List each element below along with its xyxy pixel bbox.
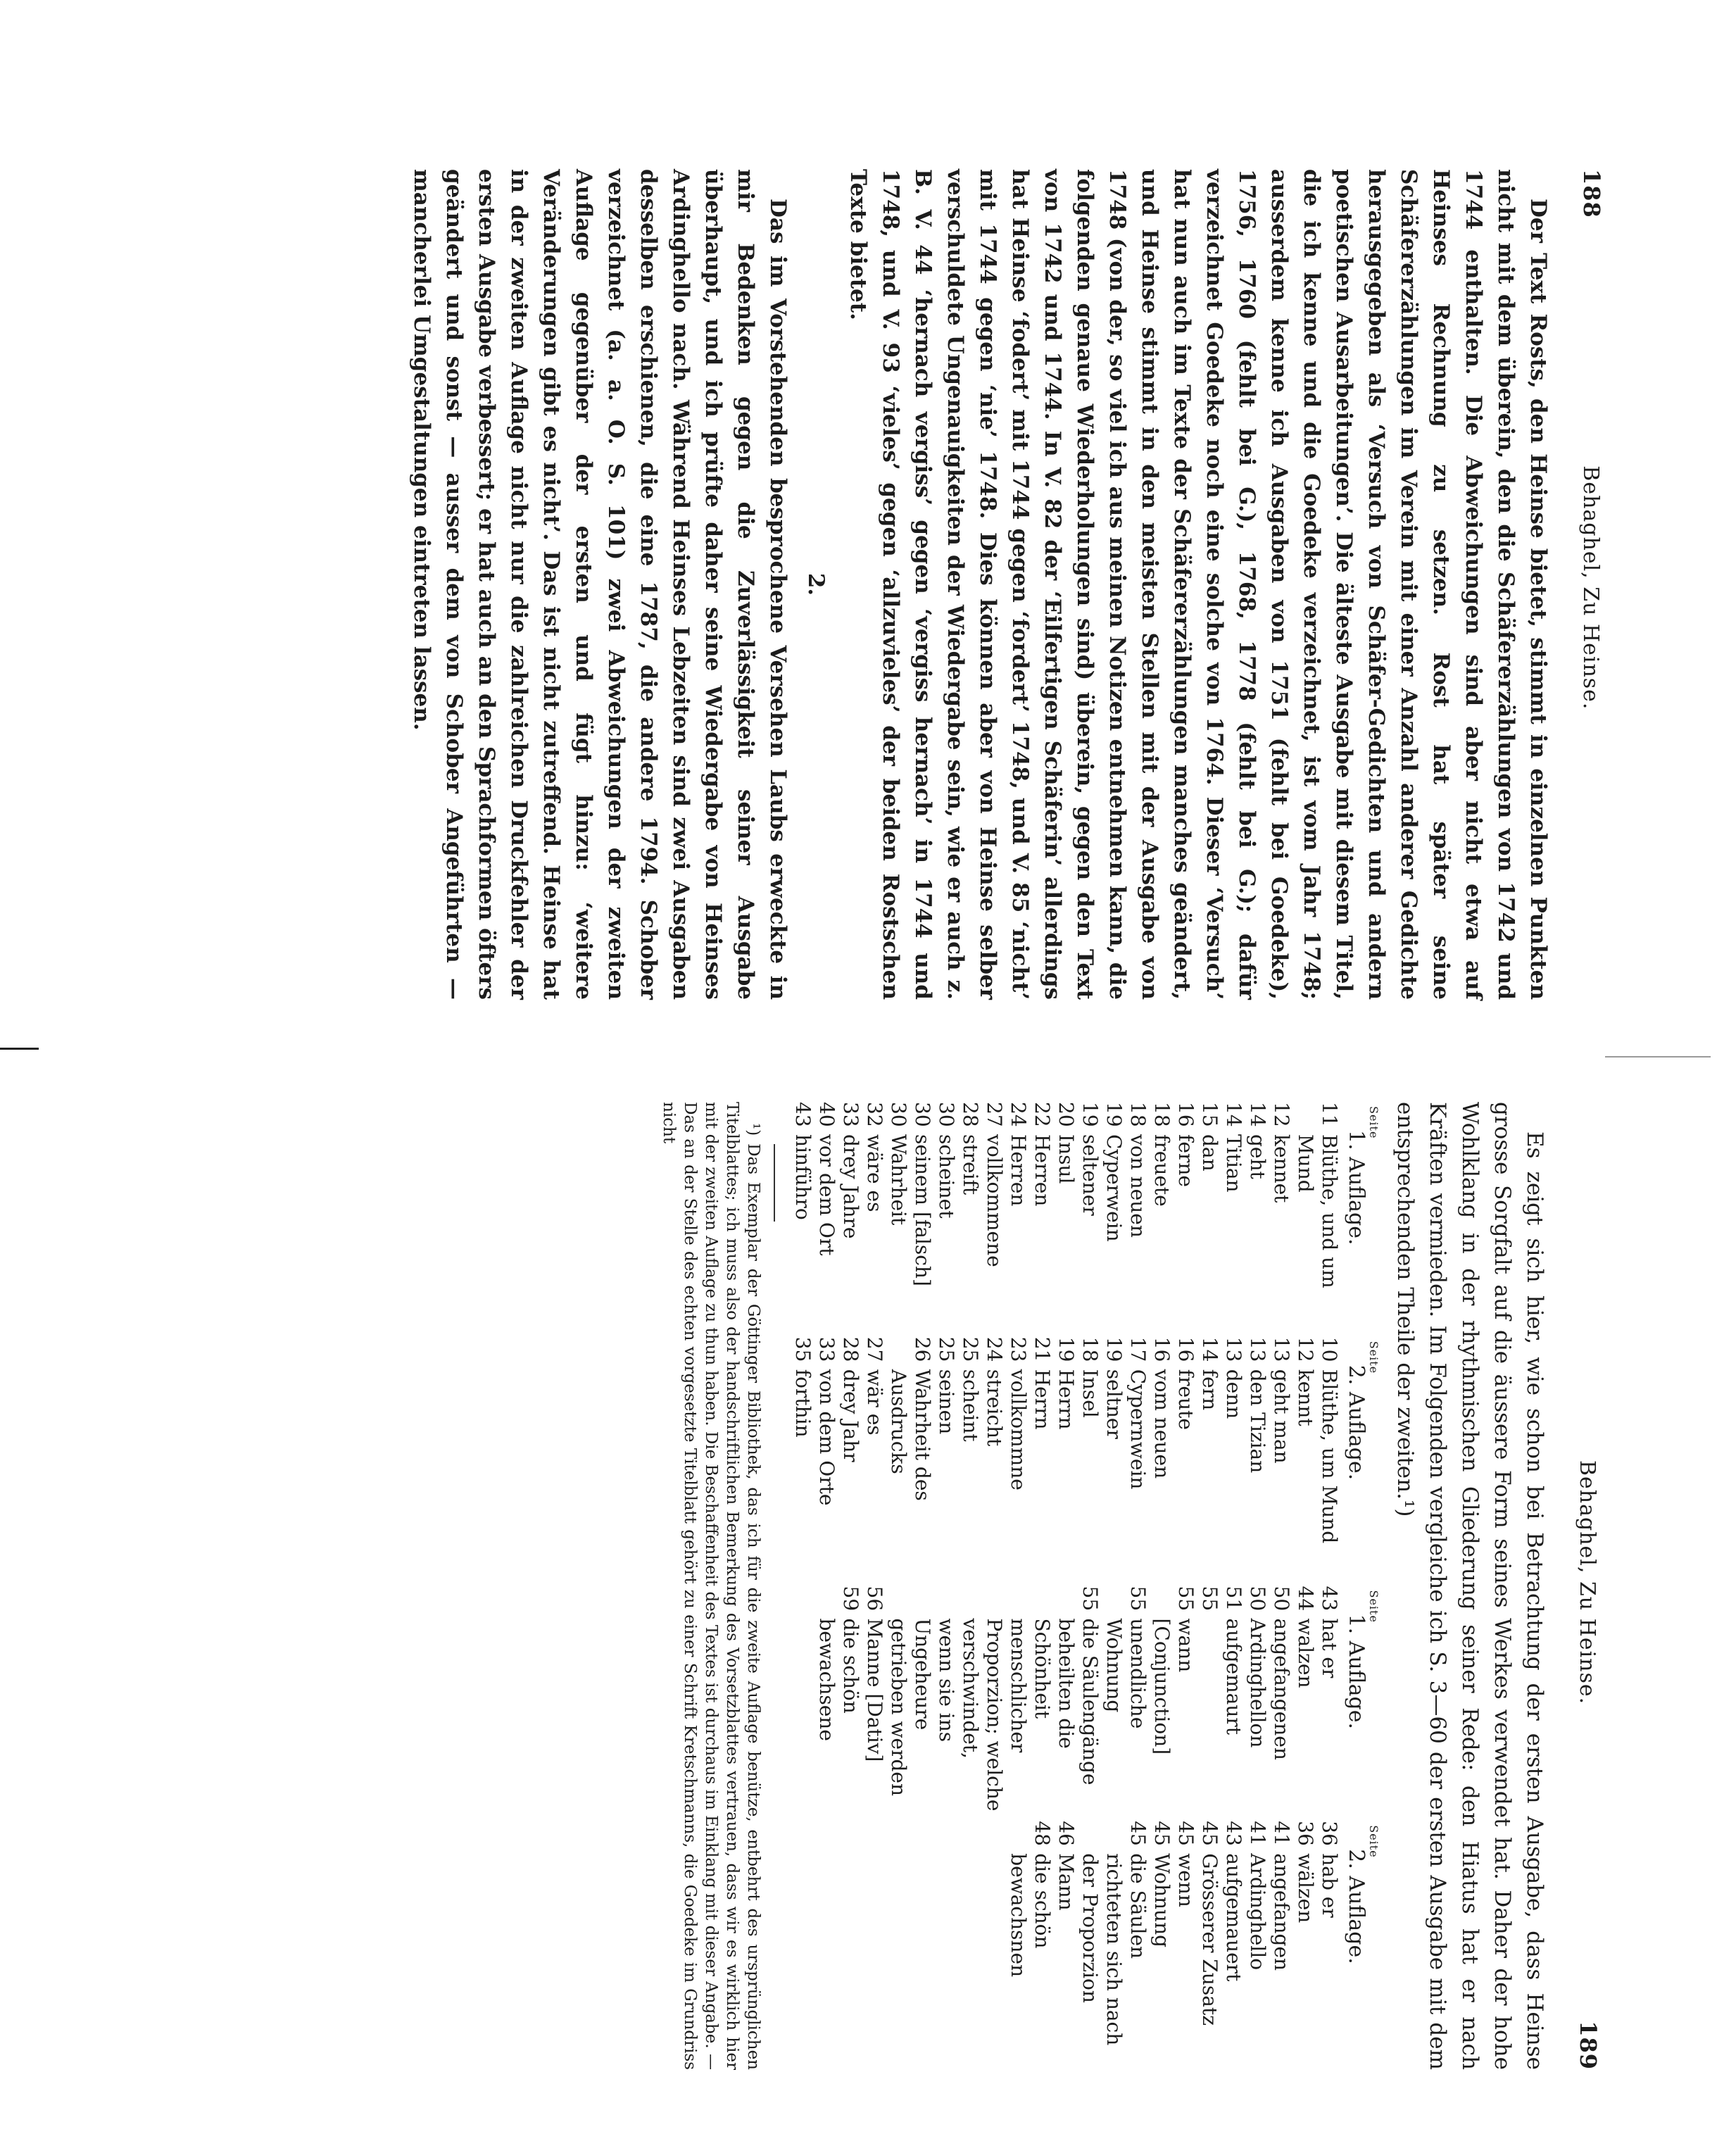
page-ref: 25: [959, 1336, 982, 1362]
reading: dan: [1198, 1134, 1221, 1172]
page-ref: 51: [1222, 1586, 1245, 1612]
variant-row: [1078, 1337, 1102, 1565]
variant-row: [1293, 1337, 1317, 1565]
page-ref: 55: [1126, 1586, 1150, 1612]
page-ref: 45: [1150, 1821, 1174, 1846]
variant-row: [1221, 1586, 1245, 1814]
page-188-frame: [0, 0, 1619, 1042]
variant-row: [1269, 1102, 1293, 1330]
reading: aufgemauert: [1222, 1853, 1245, 1982]
variant-row: [1269, 1586, 1293, 1814]
reading: wäre es: [863, 1134, 886, 1212]
page-ref: 15: [1198, 1102, 1221, 1127]
page-ref: 30: [887, 1102, 910, 1127]
section-number: 2.: [803, 572, 829, 596]
reading: Herrn: [1055, 1369, 1078, 1430]
variant-row: [814, 1337, 838, 1565]
variant-row: [862, 1337, 886, 1565]
reading: angefangenen: [1270, 1618, 1293, 1760]
reading: wann [Conjunction]: [1150, 1618, 1197, 1755]
page-ref: 13: [1270, 1336, 1293, 1362]
variant-row: [814, 1586, 862, 1814]
variant-table: [791, 1102, 1379, 2070]
paragraph: Der Text Rosts, den Heinse bietet, stimmt in einzelnen Punkten nicht mit dem überein, den die Schäfererzählungen von 1742 und 1744 enthalten. Die Abweichungen sind aber nicht etwa auf Heinses Rechnung zu setzen. Rost hat später seine Schäfererzählungen im Verein mit einer Anzahl anderer Gedichte herausgegeben als ‘Versuch von Schäfer-Gedichten und andern poetischen Ausarbeitungen’. Die älteste Ausgabe mit diesem Titel, die ich kenne und die Goedeke verzeichnet, ist vom Jahr 1748; ausserdem kenne ich Ausgaben von 1751 (fehlt bei Goedeke), 1756, 1760 (fehlt bei G.), 1768, 1778 (fehlt bei G.); dafür verzeichnet Goedeke noch eine solche von 1764. Dieser ‘Versuch’ hat nun auch im Texte der Schäfererzählungen manches geändert, und Heinse stimmt in den meisten Stellen mit der Ausgabe von 1748 (von der, so viel ich aus meinen Notizen entnehmen kann, die folgenden genaue Wiederholungen sind) überein, gegen den Text von 1742 und 1744. In V. 82 der ‘Eilfertigen Schäferin’ allerdings hat Heinse ‘fodert’ mit 1744 gegen ‘fordert’ 1748, und V. 85 ‘nicht’ mit 1744 gegen ‘nie’ 1748. Dies können aber von Heinse selber verschuldete Ungenauigkeiten der Wiedergabe sein, wie er auch z. B. V. 44 ‘hernach vergiss’ gegen ‘vergiss hernach’ in 1744 und 1748, und V. 93 ‘vieles’ gegen ‘allzuvieles’ der beiden Rostschen Texte bietet.: [845, 169, 1551, 1000]
page-ref: 36: [1318, 1821, 1341, 1846]
page-ref: 13: [1222, 1336, 1245, 1362]
reading: Wohnung: [1150, 1853, 1174, 1948]
first-edition-rows: [814, 1586, 1341, 1814]
paragraph: Es zeigt sich hier, wie schon bei Betrachtung der ersten Ausgabe, dass Heinse grosse Sorgfalt auf die äussere Form seines Werkes verwendet hat. Daher der hohe Wohlklang in der rhythmischen Gliederung seiner Rede: den Hiatus hat er nach Kräften vermieden. Im Folgenden vergleiche ich S. 3—60 der ersten Ausgabe mit dem entsprechenden Theile der zweiten.¹): [1392, 1102, 1547, 2070]
page-ref: 59: [839, 1586, 862, 1612]
reading: forthin: [791, 1369, 814, 1438]
page-ref: 13: [1246, 1336, 1269, 1362]
variant-row: [1197, 1821, 1221, 2049]
reading: [1197, 1619, 1221, 1814]
page-ref: 43: [1318, 1586, 1341, 1612]
variant-row: [1150, 1586, 1197, 1814]
reading: Blüthe, und um Mund: [1294, 1134, 1341, 1288]
reading: freute: [1174, 1369, 1197, 1430]
variant-row: [1317, 1337, 1341, 1565]
reading: drey Jahre: [839, 1134, 862, 1239]
page-ref: 14: [1222, 1102, 1245, 1127]
edition-label: 1. Auflage.: [1344, 1614, 1369, 1730]
page-ref: 18: [1078, 1336, 1102, 1362]
page-ref: 50: [1246, 1586, 1269, 1612]
page-ref: 48: [1031, 1821, 1054, 1846]
variant-row: [1006, 1102, 1030, 1330]
body-text: [405, 169, 1554, 1000]
page-ref: 33: [815, 1336, 838, 1362]
page-ref: 19: [1102, 1336, 1126, 1362]
reading: hab er: [1318, 1853, 1341, 1918]
page-number: 188: [1578, 169, 1605, 218]
reading: kennt: [1294, 1369, 1317, 1426]
reading: Titian: [1222, 1134, 1245, 1193]
reading: scheint: [959, 1369, 982, 1442]
variant-row: [982, 1337, 1006, 1565]
variant-row: [958, 1337, 982, 1565]
page-ref: 33: [839, 1102, 862, 1127]
variant-row: [958, 1102, 982, 1330]
running-title: Behaghel, Zu Heinse.: [1578, 465, 1603, 710]
variant-row: [1293, 1821, 1317, 2049]
page-ref: 41: [1246, 1821, 1269, 1846]
reading: seinem [falsch]: [911, 1134, 934, 1286]
reading: aufgemaurt: [1222, 1618, 1245, 1735]
reading: fern: [1198, 1369, 1221, 1411]
reading: Mann: [1055, 1853, 1078, 1911]
page-ref: 43: [791, 1102, 814, 1127]
reading: wär es: [863, 1369, 886, 1436]
variant-row: [862, 1102, 886, 1330]
reading: denn: [1222, 1369, 1245, 1419]
page-ref: 18: [1150, 1102, 1174, 1127]
variant-row: [1174, 1821, 1197, 2049]
page-ref: 12: [1270, 1102, 1293, 1127]
variant-row: [1078, 1821, 1150, 2049]
page-ref: 45: [1126, 1821, 1150, 1846]
reading: Herrn: [1031, 1369, 1054, 1430]
variant-row: [1293, 1102, 1341, 1330]
variant-row: [1150, 1337, 1174, 1565]
page-ref: 22: [1031, 1102, 1054, 1127]
variant-row: [1221, 1102, 1245, 1330]
page-ref: 26: [911, 1336, 934, 1362]
first-edition-column: [791, 1586, 1379, 1821]
page-ref: 45: [1174, 1821, 1197, 1846]
page-ref: 55: [1174, 1586, 1197, 1612]
variant-row: [1054, 1102, 1078, 1330]
variant-row: [1054, 1821, 1078, 2049]
edition-label: 2. Auflage.: [1344, 1364, 1369, 1481]
variant-row: [1102, 1586, 1150, 1814]
variant-row: [1245, 1337, 1269, 1565]
reading: freuete: [1150, 1134, 1174, 1207]
reading: die Säulengänge beheilten die Schönheit menschlicher Proporzion; welche verschwindet, wenn sie ins Ungeheure getrieben werden: [887, 1618, 1102, 1812]
variant-table-left: [791, 1102, 1379, 1586]
reading: wälzen: [1294, 1853, 1317, 1923]
page-ref: 18: [1126, 1102, 1150, 1127]
variant-row: [1030, 1337, 1054, 1565]
page-ref: 36: [1294, 1821, 1317, 1846]
page-ref: 19: [1102, 1102, 1126, 1127]
seite-label: Seite: [1367, 1590, 1380, 1623]
page-ref: 19: [1055, 1336, 1078, 1362]
page-ref: 55: [1198, 1586, 1221, 1612]
variant-row: [814, 1102, 838, 1330]
page-ref: 14: [1246, 1102, 1269, 1127]
variant-row: [1126, 1102, 1150, 1330]
variant-row: [1197, 1337, 1221, 1565]
edition-label: 2. Auflage.: [1344, 1849, 1369, 1964]
reading: von neuen: [1126, 1134, 1150, 1238]
reading: Wahrheit: [887, 1134, 910, 1226]
variant-row: [862, 1586, 886, 1814]
variant-row: [1150, 1821, 1174, 2049]
variant-row: [1317, 1586, 1341, 1814]
page-ref: 16: [1150, 1336, 1174, 1362]
page-ref: 10: [1318, 1336, 1341, 1362]
variant-row: [791, 1102, 814, 1330]
seite-label: Seite: [1367, 1106, 1380, 1139]
page-number: 189: [1575, 2021, 1602, 2070]
reading: von dem Orte: [815, 1369, 838, 1506]
variant-row: [1006, 1821, 1054, 2049]
scan-edge-mark: [1605, 1056, 1711, 1057]
page-ref: 16: [1174, 1102, 1197, 1127]
page-ref: 24: [1007, 1102, 1030, 1127]
page-ref: 11: [1318, 1102, 1341, 1127]
reading: streicht: [983, 1369, 1006, 1447]
reading: streift: [959, 1134, 982, 1195]
footnote-rule: [774, 1144, 775, 1222]
column-heading: [1344, 1337, 1379, 1565]
reading: walzen: [1294, 1618, 1317, 1688]
variant-row: [1197, 1586, 1221, 1814]
page-header: [1573, 169, 1605, 1000]
running-title: Behaghel, Zu Heinse.: [1575, 1460, 1599, 1705]
reading: scheinet: [935, 1134, 958, 1219]
variant-table-right: [791, 1586, 1379, 2071]
paragraph: Das im Vorstehenden besprochene Versehen Laubs erweckte in mir Bedenken gegen die Zuverlässigkeit seiner Ausgabe überhaupt, und ich prüfte daher seine Wiedergabe von Heinses Ardinghello nach. Während Heinses Lebzeiten sind zwei Ausgaben desselben erschienen, die eine 1787, die andere 1794. Schober verzeichnet (a. a. O. S. 101) zwei Abweichungen der zweiten Auflage gegenüber der ersten und fügt hinzu: ‘weitere Veränderungen gibt es nicht’. Das ist nicht zutreffend. Heinse hat in der zweiten Auflage nicht nur die zahlreichen Druckfehler der ersten Ausgabe verbessert; er hat auch an den Sprachformen öfters geändert und sonst — ausser dem von Schober Angeführten — mancherlei Umgestaltungen eintreten lassen.: [409, 169, 791, 1000]
variant-row: [1102, 1102, 1126, 1330]
body-text: [1389, 1102, 1551, 2070]
reading: Wahrheit des Ausdrucks: [887, 1369, 934, 1501]
variant-row: [1078, 1102, 1102, 1330]
reading: seinen: [935, 1369, 958, 1435]
variant-row: [982, 1102, 1006, 1330]
page-ref: 21: [1031, 1336, 1054, 1362]
page-ref: 27: [863, 1336, 886, 1362]
variant-row: [1293, 1586, 1317, 1814]
variant-row: [1006, 1337, 1030, 1565]
variant-row: [1245, 1821, 1269, 2049]
reading: die schön bewachsene: [815, 1618, 862, 1741]
reading: unendliche Wohnung: [1102, 1618, 1150, 1729]
seite-label: Seite: [1367, 1825, 1380, 1858]
second-edition-column: [791, 1821, 1379, 2056]
variant-row: [934, 1337, 958, 1565]
reading: vollkommne: [1007, 1369, 1030, 1490]
reading: drey Jahr: [839, 1369, 862, 1462]
variant-row: [838, 1102, 862, 1330]
reading: Insul: [1055, 1134, 1078, 1184]
reading: ferne: [1174, 1134, 1197, 1187]
reading: wenn: [1174, 1853, 1197, 1907]
page-header: [1569, 1102, 1602, 2070]
page-ref: 55: [1078, 1586, 1102, 1612]
page-ref: 30: [911, 1102, 934, 1127]
first-edition-rows: [791, 1102, 1341, 1330]
second-edition-rows: [791, 1337, 1341, 1565]
page-ref: 43: [1222, 1821, 1245, 1846]
reading: Herren: [1007, 1134, 1030, 1207]
variant-row: [934, 1102, 958, 1330]
page-ref: 19: [1078, 1102, 1102, 1127]
page-ref: 28: [959, 1102, 982, 1127]
reading: Insel: [1078, 1369, 1102, 1418]
variant-row: [1269, 1337, 1293, 1565]
reading: Cypernwein: [1126, 1369, 1150, 1490]
variant-row: [1245, 1102, 1269, 1330]
variant-row: [1221, 1337, 1245, 1565]
reading: geht man: [1270, 1369, 1293, 1464]
reading: Manne [Dativ]: [863, 1618, 886, 1762]
column-heading: [1344, 1586, 1379, 1814]
reading: die schön bewachsnen: [1007, 1853, 1054, 1978]
footnote: [658, 1102, 764, 2070]
page-ref: 41: [1270, 1821, 1293, 1846]
page-ref: 40: [815, 1102, 838, 1127]
page-ref: 28: [839, 1336, 862, 1362]
page-ref: 32: [863, 1102, 886, 1127]
first-edition-column: [791, 1102, 1379, 1337]
page-ref: 23: [1007, 1336, 1030, 1362]
page-ref: 14: [1198, 1336, 1221, 1362]
page-ref: 24: [983, 1336, 1006, 1362]
edition-label: 1. Auflage.: [1344, 1130, 1369, 1245]
page-ref: 12: [1294, 1336, 1317, 1362]
page-ref: 50: [1270, 1586, 1293, 1612]
reading: kennet: [1270, 1134, 1293, 1203]
reading: seltner: [1102, 1369, 1126, 1439]
variant-row: [1174, 1337, 1197, 1565]
reading: vor dem Ort: [815, 1134, 838, 1256]
second-edition-rows: [1006, 1821, 1341, 2049]
second-edition-column: [791, 1337, 1379, 1572]
variant-row: [791, 1337, 814, 1565]
page-ref: 45: [1198, 1821, 1221, 1846]
footnote-text: ¹) Das Exemplar der Göttinger Bibliothek, das ich für die zweite Auflage benütze, entbehrt des ursprünglichen Titelblattes; ich muss also der handschriftlichen Bemerkung des Vorsetzblattes vertrauen, dass wir es wirklich hier mit der zweiten Auflage zu thun haben. Die Beschaffenheit des Textes ist durchaus im Einklang mit dieser Angabe. — Das an der Stelle des echten vorgesetzte Titelblatt gehört zu einer Schrift Kretschmanns, die Goedeke im Grundriss nicht: [660, 1102, 762, 2070]
reading: seltener: [1078, 1134, 1102, 1216]
variant-row: [1054, 1337, 1078, 1565]
variant-row: [886, 1102, 910, 1330]
variant-row: [1317, 1821, 1341, 2049]
variant-row: [1269, 1821, 1293, 2049]
reading: Ardinghellon: [1246, 1618, 1269, 1748]
page-ref: 30: [935, 1102, 958, 1127]
seite-label: Seite: [1367, 1341, 1380, 1374]
reading: Cyperwein: [1102, 1134, 1126, 1242]
variant-row: [1150, 1102, 1174, 1330]
page-ref: 56: [863, 1586, 886, 1612]
variant-row: [1174, 1102, 1197, 1330]
reading: Herren: [1031, 1134, 1054, 1207]
page-ref: 16: [1174, 1336, 1197, 1362]
reading: hat er: [1318, 1618, 1341, 1678]
page-ref: 46: [1055, 1821, 1078, 1846]
variant-row: [910, 1102, 934, 1330]
variant-row: [838, 1337, 862, 1565]
variant-row: [1102, 1337, 1126, 1565]
page-ref: 17: [1126, 1336, 1150, 1362]
variant-row: [1221, 1821, 1245, 2049]
page-ref: 20: [1055, 1102, 1078, 1127]
scan-edge-mark: [0, 1048, 39, 1050]
page-ref: 27: [983, 1102, 1006, 1127]
variant-row: [1245, 1586, 1269, 1814]
reading: den Tizian: [1246, 1369, 1269, 1474]
variant-row: [1126, 1337, 1150, 1565]
column-heading: [1344, 1821, 1379, 2049]
reading: hinführo: [791, 1134, 814, 1220]
page-ref: 35: [791, 1336, 814, 1362]
reading: vom neuen: [1150, 1369, 1174, 1479]
page-ref: 44: [1294, 1586, 1317, 1612]
variant-row: [1197, 1102, 1221, 1330]
variant-row: [886, 1337, 934, 1565]
reading: vollkommene: [983, 1134, 1006, 1267]
page-ref: 25: [935, 1336, 958, 1362]
reading: die Säulen richteten sich nach der Proporzion: [1078, 1853, 1150, 2046]
reading: angefangen: [1270, 1853, 1293, 1971]
reading: geht: [1246, 1134, 1269, 1179]
page-189-frame: [0, 1063, 1619, 2112]
reading: Ardinghello: [1246, 1853, 1269, 1971]
reading: Blüthe, um Mund: [1318, 1369, 1341, 1544]
reading: Grösserer Zusatz: [1198, 1853, 1221, 2026]
column-heading: [1344, 1102, 1379, 1330]
variant-row: [1030, 1102, 1054, 1330]
variant-row: [886, 1586, 1102, 1814]
